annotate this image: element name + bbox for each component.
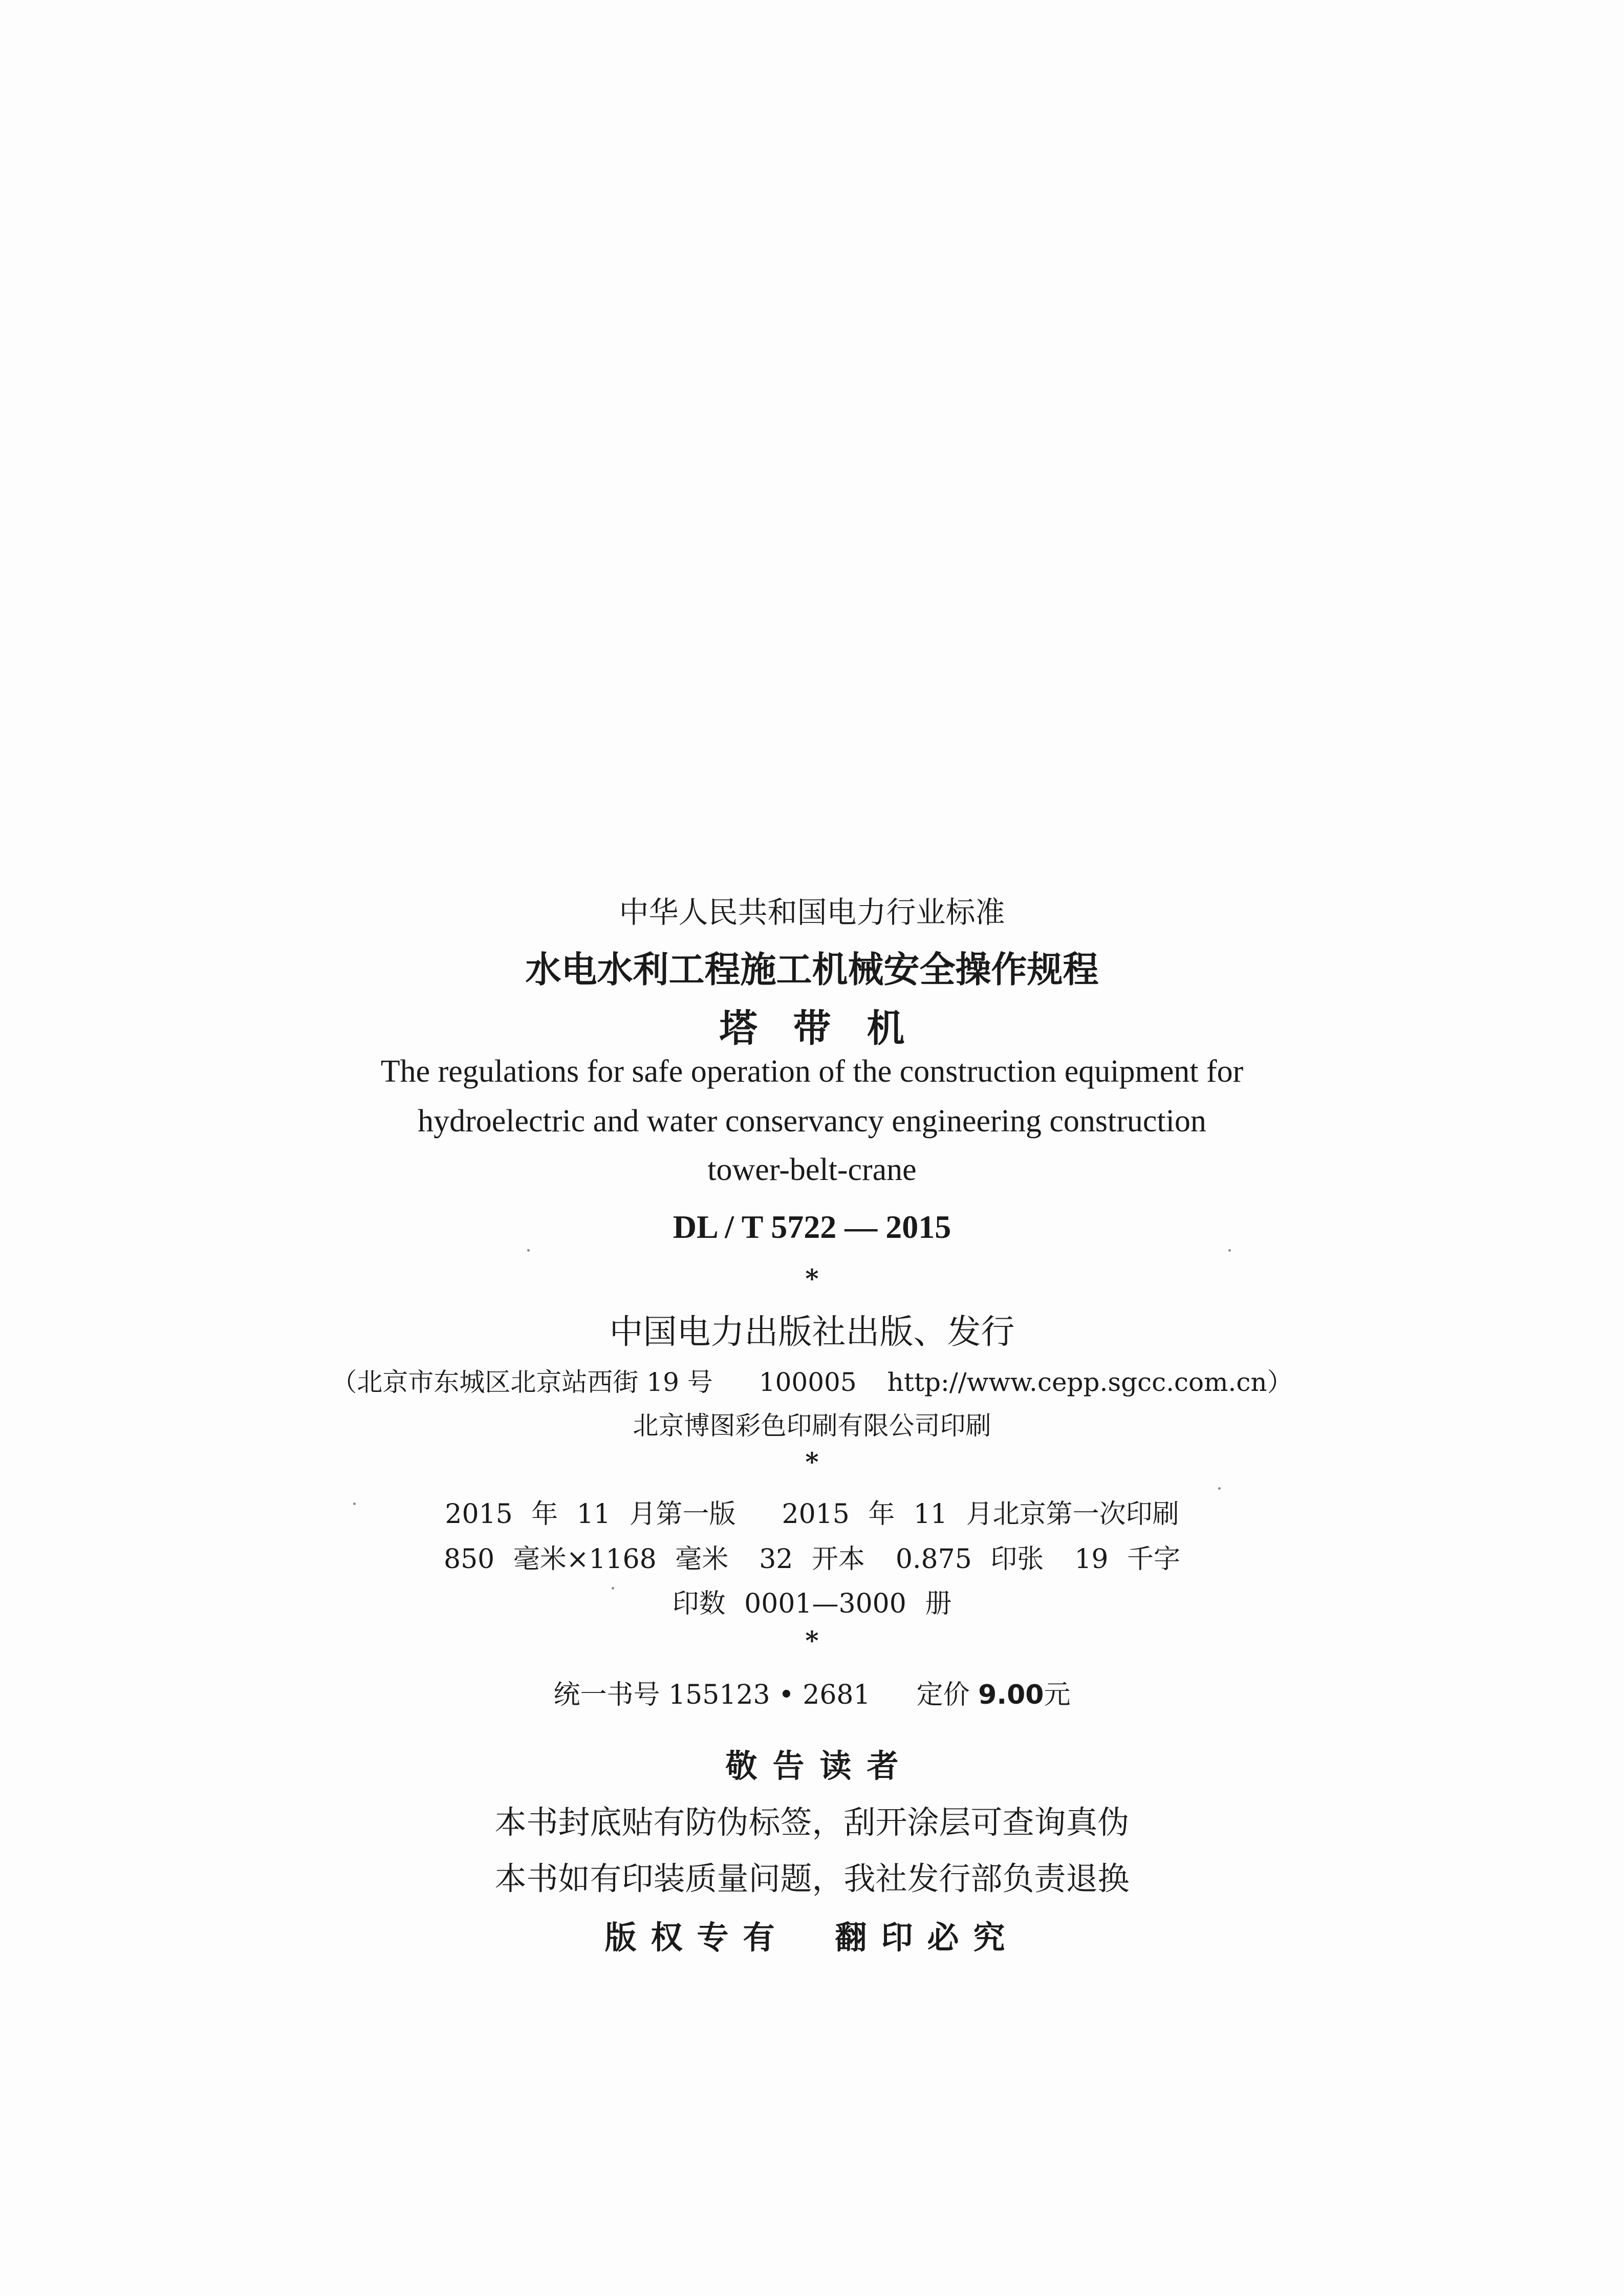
- publisher-name: 中国电力出版社出版、发行: [609, 1312, 1015, 1351]
- scan-speck: [1218, 1487, 1221, 1490]
- star-separator-2: *: [805, 1447, 819, 1477]
- publisher-website: http://www.cepp.sgcc.com.cn）: [887, 1367, 1293, 1397]
- first-edition: 2015 年 11 月第一版: [445, 1499, 736, 1530]
- subtitle-cn: 塔带机: [719, 1006, 941, 1050]
- publisher-address: （北京市东城区北京站西街 19 号: [331, 1367, 713, 1397]
- price-unit: 元: [1044, 1680, 1071, 1710]
- scan-speck: [527, 1249, 530, 1252]
- copyright-reserved: 版权专有: [604, 1919, 789, 1956]
- notice-title: 敬告读者: [725, 1747, 914, 1785]
- notice-line-1: 本书封底贴有防伪标签，刮开涂层可查询真伪: [494, 1804, 1130, 1841]
- scan-speck: [612, 1587, 614, 1590]
- star-separator-3: *: [805, 1625, 819, 1656]
- edition-line: [0, 1492, 1624, 1531]
- pricing-line: [0, 1673, 1624, 1711]
- standard-code: DL / T 5722 — 2015: [673, 1209, 951, 1245]
- standard-category: 中华人民共和国电力行业标准: [619, 895, 1005, 930]
- publisher-postcode: 100005: [759, 1367, 857, 1397]
- word-count: 19 千字: [1074, 1544, 1181, 1575]
- printer-name: 北京博图彩色印刷有限公司印刷: [633, 1411, 991, 1441]
- print-run: 印数 0001—3000 册: [672, 1589, 952, 1619]
- price-value: 9.00: [978, 1680, 1044, 1710]
- title-en-line2: hydroelectric and water conservancy engineering construction: [418, 1104, 1206, 1139]
- price-label: 定价: [916, 1680, 970, 1710]
- copyright-line: [0, 1912, 1624, 1958]
- scan-speck: [1228, 1249, 1231, 1252]
- publisher-address-line: [0, 1362, 1624, 1399]
- title-cn: 水电水利工程施工机械安全操作规程: [525, 949, 1099, 991]
- format-line: [0, 1537, 1624, 1576]
- book-format: 32 开本: [759, 1544, 865, 1575]
- paper-size: 850 毫米×1168 毫米: [443, 1544, 729, 1575]
- print-sheets: 0.875 印张: [895, 1544, 1044, 1575]
- notice-line-2: 本书如有印装质量问题，我社发行部负责退换: [494, 1860, 1130, 1897]
- first-printing: 2015 年 11 月北京第一次印刷: [782, 1499, 1179, 1530]
- copyright-no-reprint: 翻印必究: [835, 1919, 1020, 1956]
- title-en-line1: The regulations for safe operation of the construction equipment for: [380, 1054, 1244, 1089]
- subtitle-en: tower-belt-crane: [707, 1152, 917, 1187]
- scan-speck: [353, 1503, 356, 1505]
- star-separator-1: *: [805, 1263, 819, 1294]
- book-number: 统一书号 155123 • 2681: [553, 1680, 871, 1710]
